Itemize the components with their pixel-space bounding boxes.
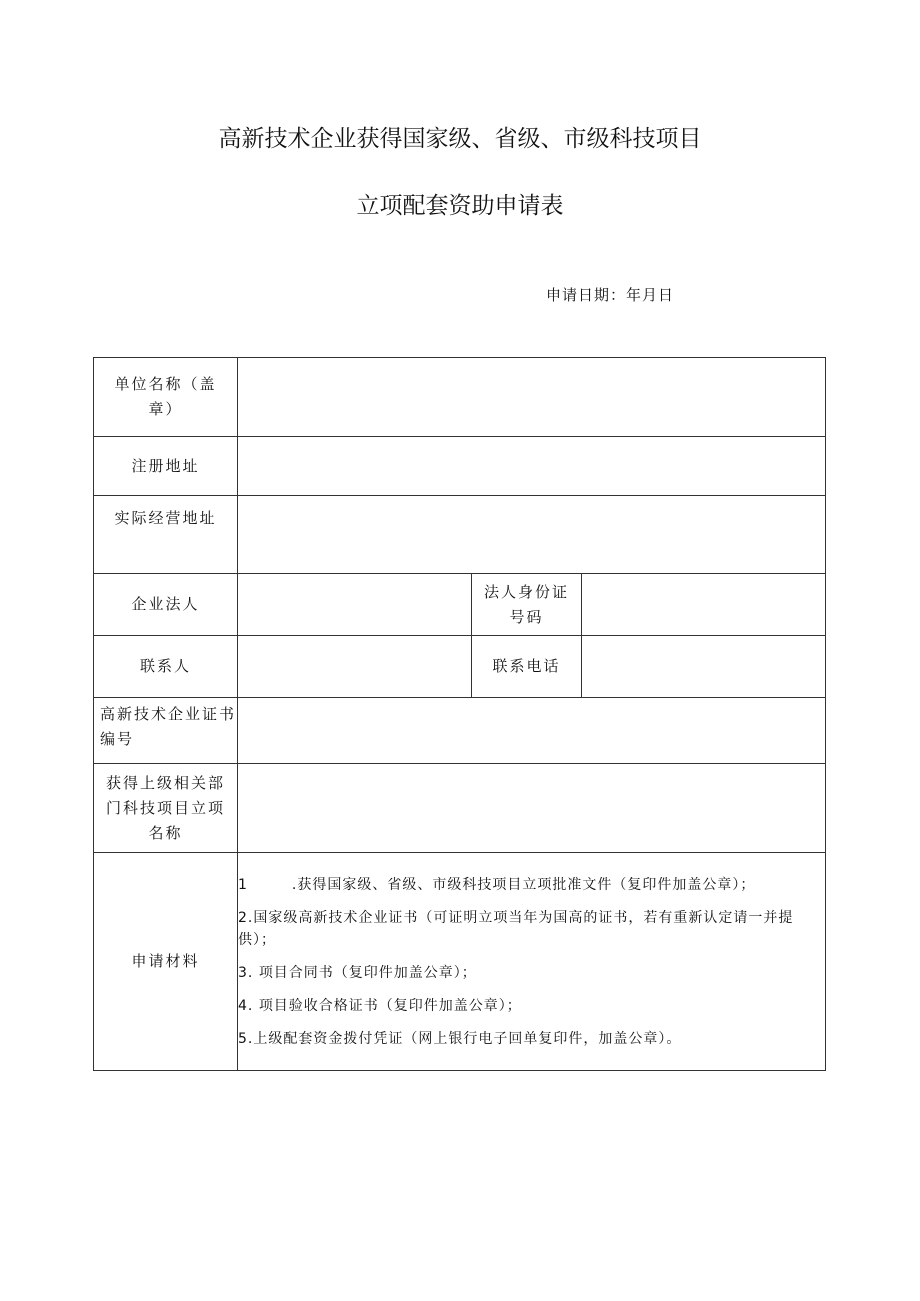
application-form-table bbox=[93, 357, 826, 1071]
unit-name-label: 单位名称（盖章） bbox=[94, 358, 238, 437]
cert-number-label: 高新技术企业证书编号 bbox=[94, 698, 238, 764]
row-contact bbox=[94, 636, 826, 698]
project-name-label: 获得上级相关部门科技项目立项名称 bbox=[94, 764, 238, 853]
materials-item: 2.国家级高新技术企业证书（可证明立项当年为国高的证书，若有重新认定请一并提供）； bbox=[238, 909, 794, 948]
phone-label: 联系电话 bbox=[472, 636, 582, 698]
row-business-address bbox=[94, 496, 826, 574]
phone-field[interactable] bbox=[582, 636, 826, 698]
row-cert-number bbox=[94, 698, 826, 764]
form-title-line1: 高新技术企业获得国家级、省级、市级科技项目 bbox=[218, 126, 702, 152]
materials-item: 1 .获得国家级、省级、市级科技项目立项批准文件（复印件加盖公章）； bbox=[238, 876, 756, 893]
legal-id-field[interactable] bbox=[582, 574, 826, 636]
application-date: 申请日期：年月日 bbox=[546, 286, 675, 304]
legal-person-label: 企业法人 bbox=[94, 574, 238, 636]
legal-id-label: 法人身份证号码 bbox=[472, 574, 582, 636]
row-legal-person bbox=[94, 574, 826, 636]
materials-list bbox=[238, 853, 826, 1071]
row-unit-name bbox=[94, 358, 826, 437]
registered-address-field[interactable] bbox=[238, 437, 826, 496]
business-address-field[interactable] bbox=[238, 496, 826, 574]
row-materials bbox=[94, 853, 826, 1071]
contact-label: 联系人 bbox=[94, 636, 238, 698]
legal-person-field[interactable] bbox=[238, 574, 472, 636]
materials-item: 5.上级配套资金拨付凭证（网上银行电子回单复印件，加盖公章）。 bbox=[238, 1030, 682, 1047]
row-registered-address bbox=[94, 437, 826, 496]
contact-field[interactable] bbox=[238, 636, 472, 698]
materials-item: 4. 项目验收合格证书（复印件加盖公章）； bbox=[238, 997, 522, 1014]
registered-address-label: 注册地址 bbox=[94, 437, 238, 496]
unit-name-field[interactable] bbox=[238, 358, 826, 437]
materials-label: 申请材料 bbox=[94, 853, 238, 1071]
materials-item: 3. 项目合同书（复印件加盖公章）； bbox=[238, 964, 477, 981]
business-address-label: 实际经营地址 bbox=[94, 496, 238, 574]
project-name-field[interactable] bbox=[238, 764, 826, 853]
form-title-line2: 立项配套资助申请表 bbox=[356, 193, 564, 219]
cert-number-field[interactable] bbox=[238, 698, 826, 764]
row-project-name bbox=[94, 764, 826, 853]
